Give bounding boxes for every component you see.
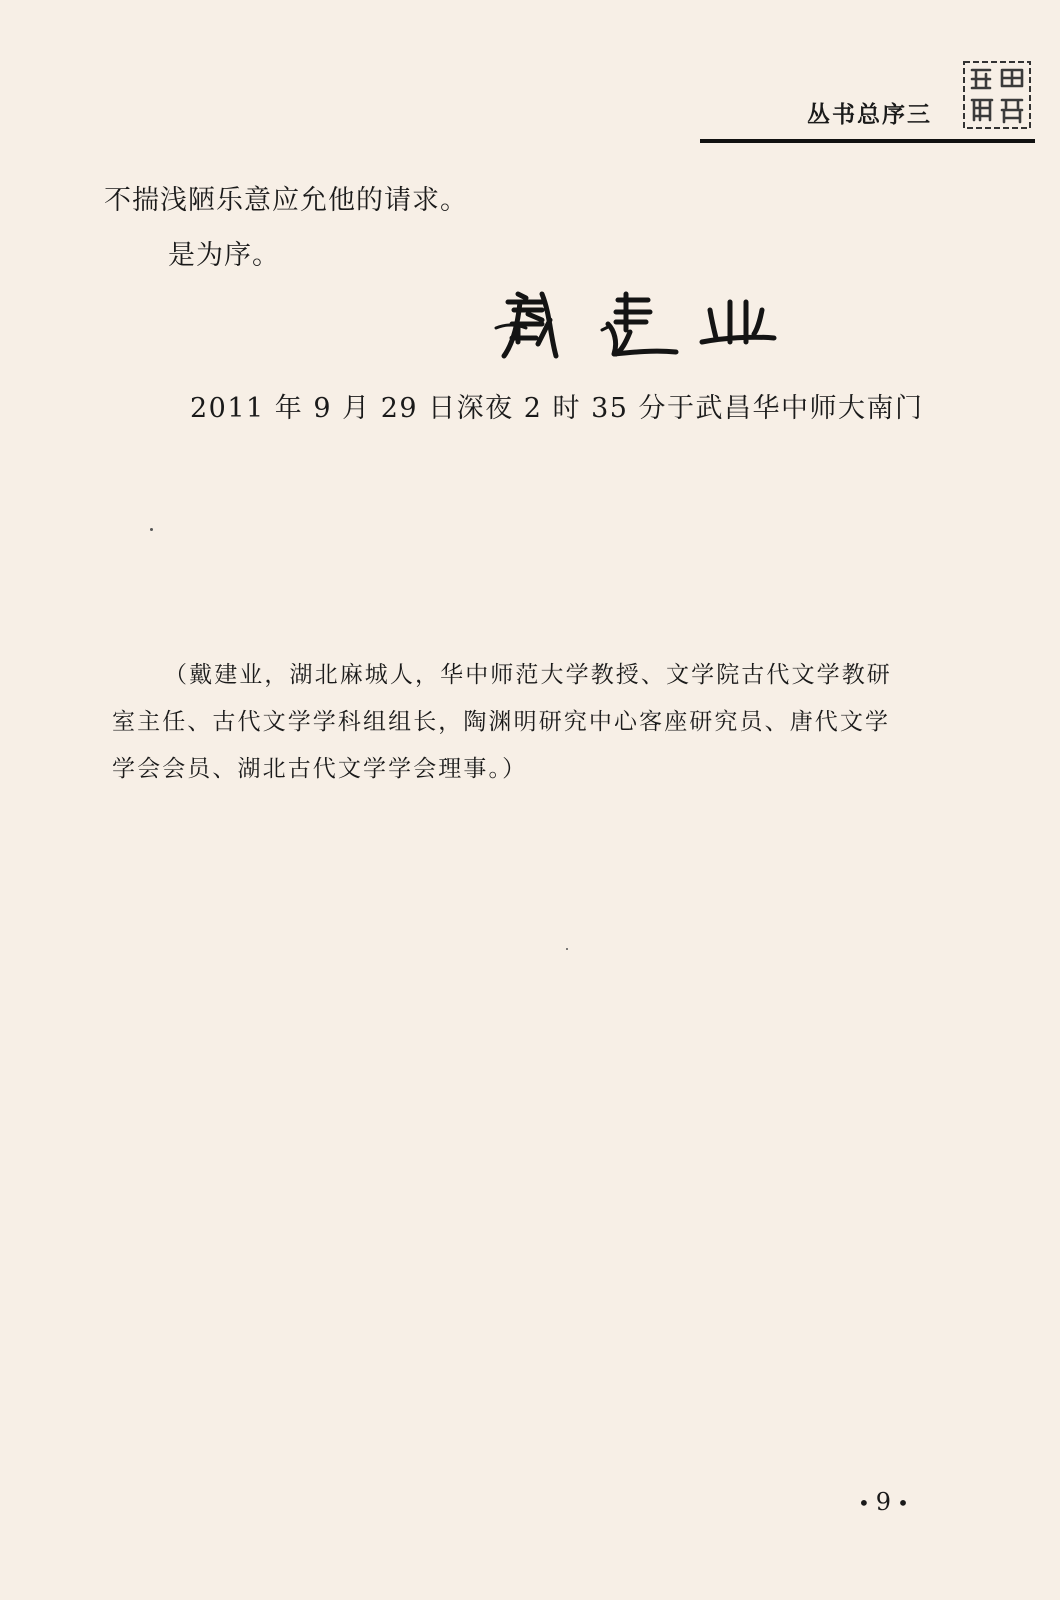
handwritten-signature (490, 284, 780, 364)
page-number-value: 9 (875, 1488, 892, 1516)
bio-line: 学会会员、湖北古代文学学会理事。） (112, 756, 528, 782)
bio-line: （戴建业，湖北麻城人，华中师范大学教授、文学院古代文学教研 (164, 662, 892, 688)
paper-speck (150, 528, 153, 531)
body-paragraph: 是为序。 (168, 240, 280, 271)
paper-speck (566, 948, 568, 950)
page-number-dot-icon: • (897, 1491, 909, 1515)
body-paragraph: 不揣浅陋乐意应允他的请求。 (104, 185, 468, 216)
seal-stamp-logo (962, 60, 1032, 130)
bio-line: 室主任、古代文学学科组组长，陶渊明研究中心客座研究员、唐代文学 (112, 709, 891, 735)
header-rule (700, 139, 1035, 143)
page-number-dot-icon: • (858, 1491, 870, 1515)
author-bio (112, 652, 947, 793)
date-line: 2011 年 9 月 29 日深夜 2 时 35 分于武昌华中师大南门 (190, 393, 924, 424)
section-title: 丛书总序三 (807, 102, 932, 128)
page-number (852, 1488, 915, 1516)
